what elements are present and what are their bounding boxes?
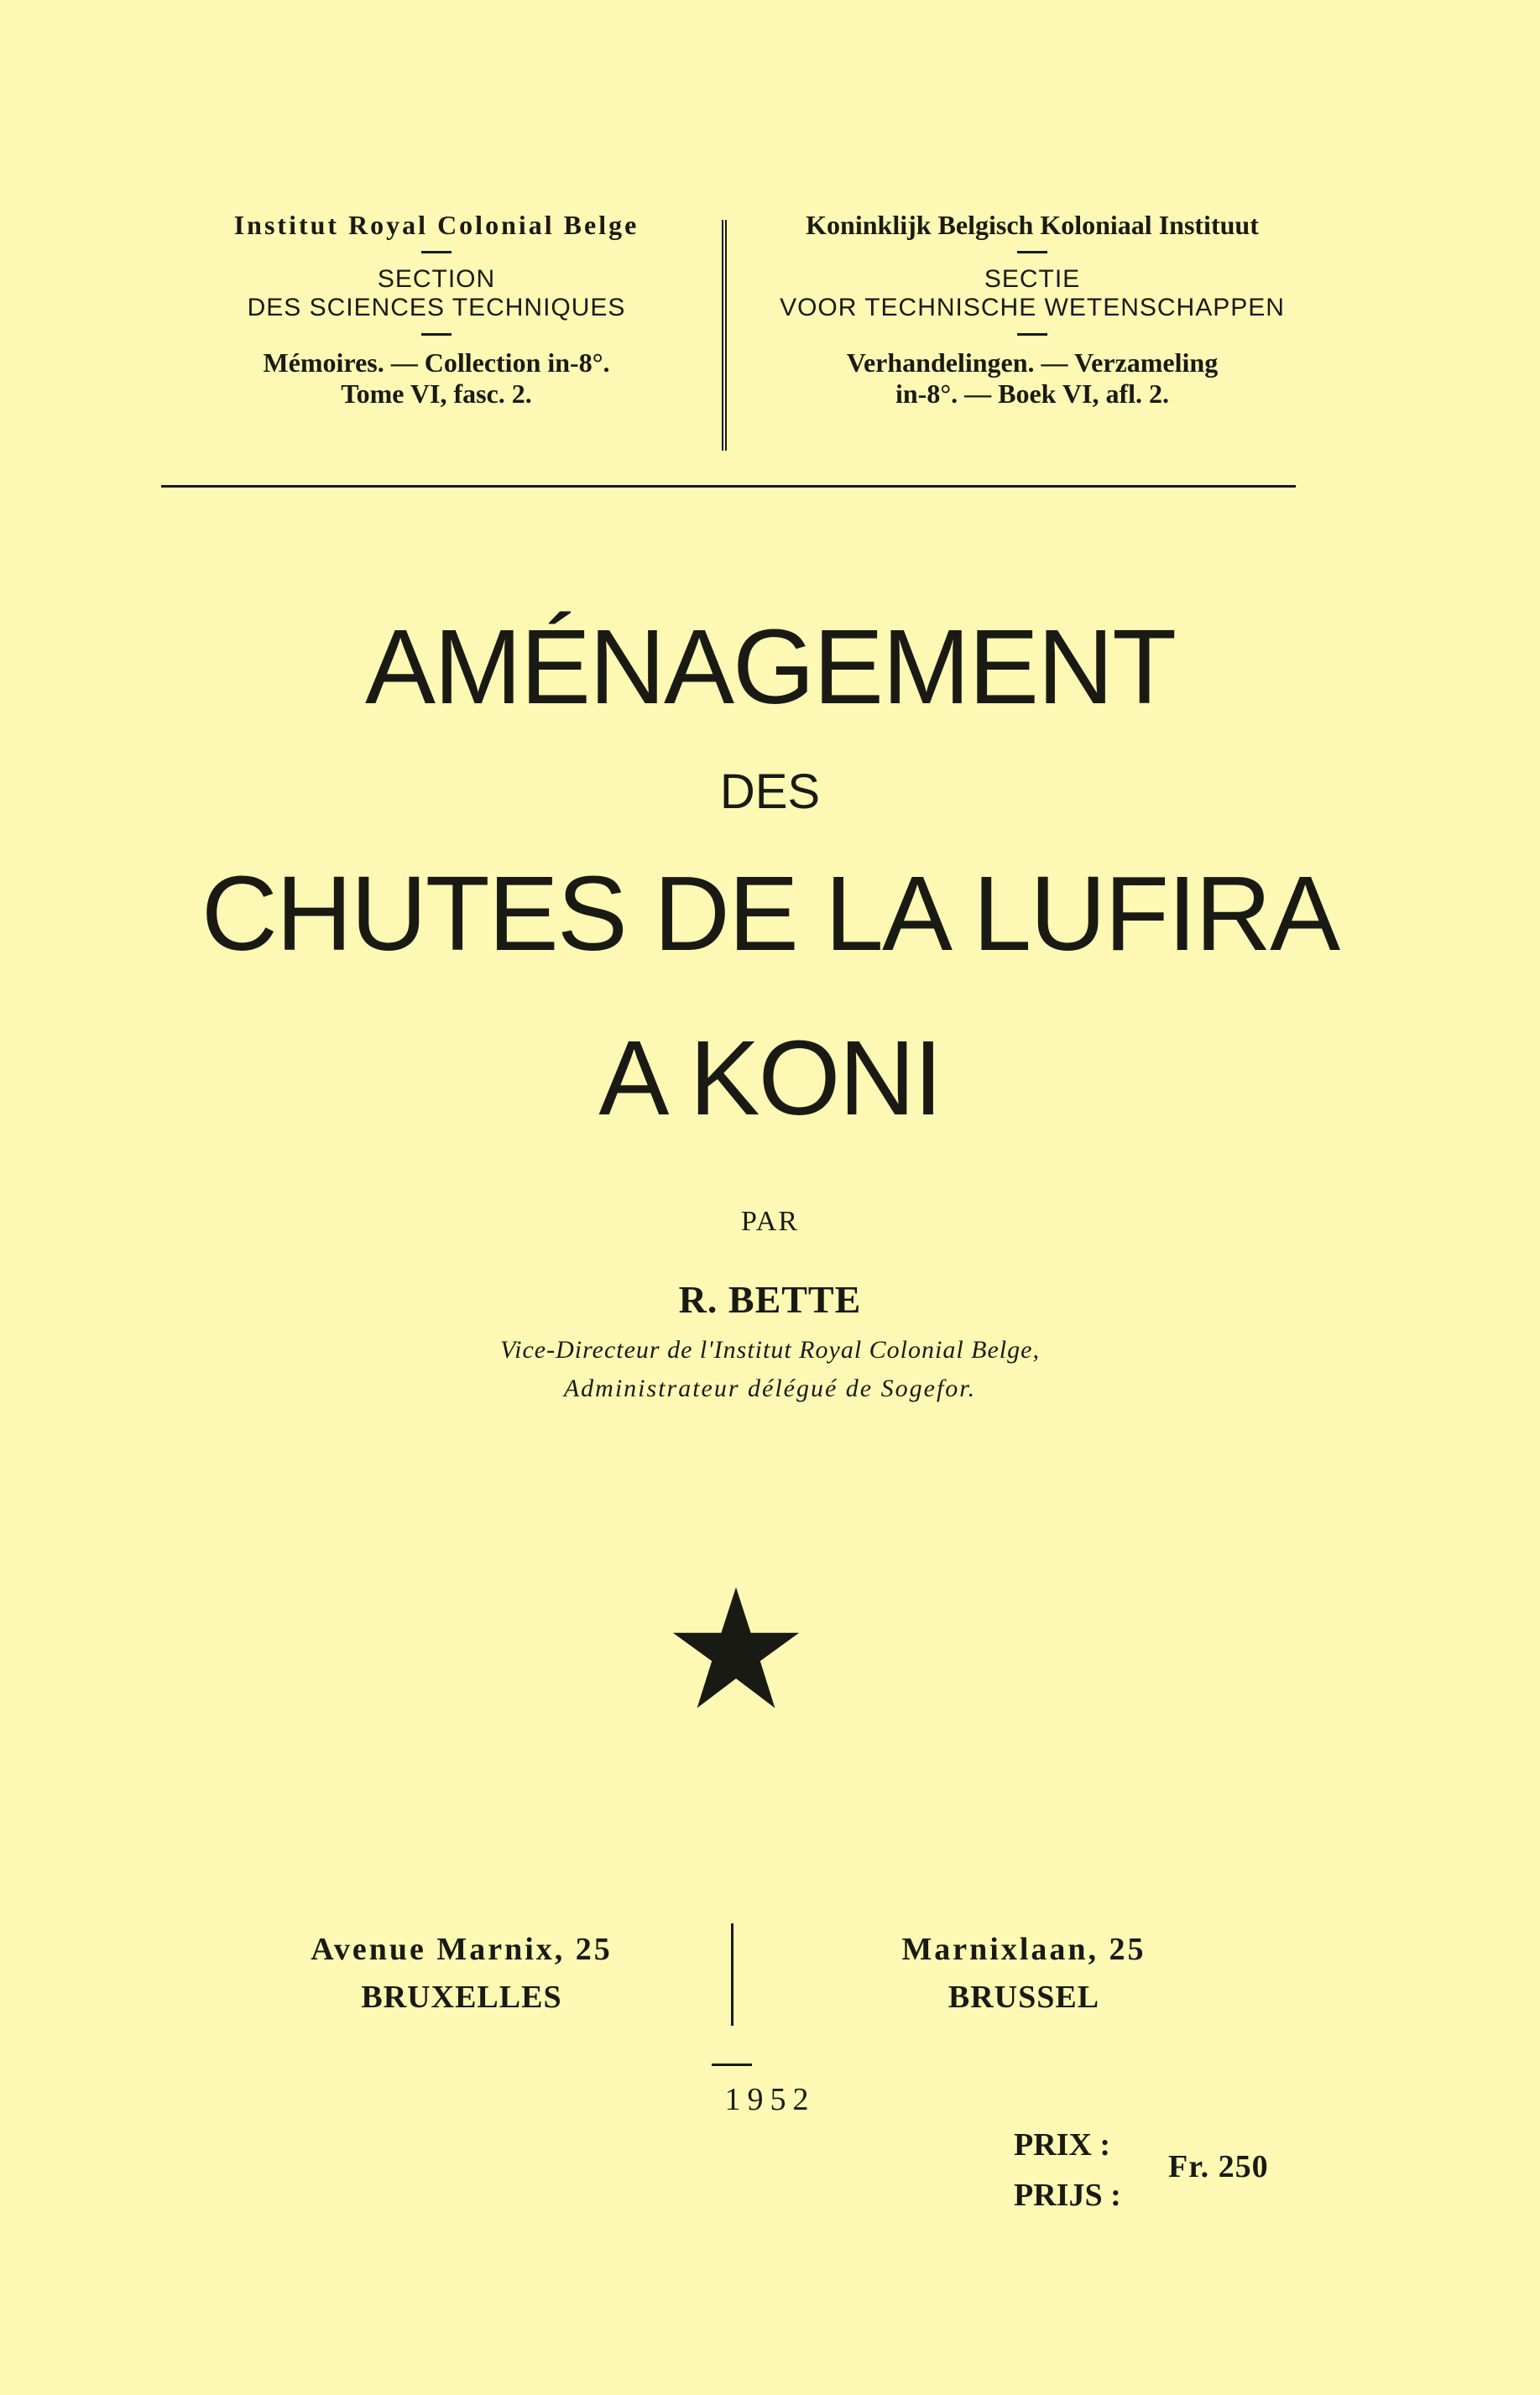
price-label-fr: PRIX : bbox=[1014, 2127, 1111, 2163]
publisher-address-nl bbox=[755, 1926, 1292, 2022]
dash-divider bbox=[421, 333, 452, 336]
year-dash bbox=[712, 2064, 752, 2066]
series-line2-fr: Tome VI, fasc. 2. bbox=[341, 378, 532, 409]
author-name: R. BETTE bbox=[678, 1278, 862, 1321]
address-city-fr: BRUXELLES bbox=[361, 1980, 562, 2015]
section-line2-nl: VOOR TECHNISCHE WETENSCHAPPEN bbox=[780, 294, 1285, 322]
title-line2: DES bbox=[719, 764, 821, 819]
price-value: Fr. 250 bbox=[1168, 2149, 1269, 2184]
header-column-divider bbox=[722, 220, 727, 451]
series-line1-nl: Verhandelingen. — Verzameling bbox=[846, 347, 1219, 378]
address-city-nl: BRUSSEL bbox=[947, 1980, 1100, 2015]
dash-divider bbox=[421, 251, 452, 253]
byline-par: PAR bbox=[740, 1206, 800, 1237]
dash-divider bbox=[1017, 333, 1047, 336]
header-left-column bbox=[151, 210, 722, 409]
publisher-address-fr bbox=[193, 1926, 730, 2022]
star-icon bbox=[669, 1582, 803, 1716]
publication-year: 1952 bbox=[724, 2082, 816, 2117]
address-street-nl: Marnixlaan, 25 bbox=[901, 1932, 1146, 1967]
address-divider bbox=[731, 1923, 733, 2026]
institute-name-nl: Koninklijk Belgisch Koloniaal Instituut bbox=[806, 210, 1259, 240]
price-label-nl: PRIJS : bbox=[1014, 2178, 1121, 2214]
author-affiliation-2: Administrateur délégué de Sogefor. bbox=[563, 1375, 977, 1402]
author-affiliation-1: Vice-Directeur de l'Institut Royal Colonial Belge, bbox=[500, 1336, 1040, 1364]
series-line1-fr: Mémoires. — Collection in-8°. bbox=[263, 347, 610, 378]
section-line1-nl: SECTIE bbox=[984, 264, 1081, 293]
dash-divider bbox=[1017, 251, 1047, 253]
title-line3: CHUTES DE LA LUFIRA bbox=[201, 854, 1339, 973]
header-right-column bbox=[739, 210, 1326, 409]
series-line2-nl: in-8°. — Boek VI, afl. 2. bbox=[895, 378, 1169, 409]
section-line1-fr: SECTION bbox=[377, 264, 496, 293]
title-line1: AMÉNAGEMENT bbox=[364, 608, 1176, 726]
price-labels bbox=[1014, 2120, 1121, 2220]
section-line2-fr: DES SCIENCES TECHNIQUES bbox=[247, 294, 626, 322]
header-rule bbox=[161, 485, 1296, 488]
address-street-fr: Avenue Marnix, 25 bbox=[311, 1932, 613, 1967]
institute-name-fr: Institut Royal Colonial Belge bbox=[233, 210, 639, 240]
title-line4: A KONI bbox=[598, 1019, 942, 1137]
